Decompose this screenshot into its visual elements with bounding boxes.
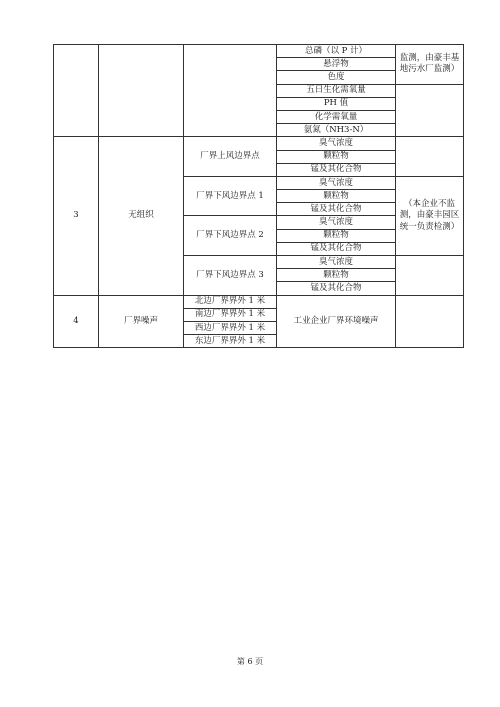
monitoring-point: 南边厂界界外 1 米 [184,308,277,321]
cell-no-empty [54,45,99,137]
monitoring-point: 厂界下风边界点 1 [184,176,277,216]
parameter-cell: 臭气浓度 [277,137,396,150]
remark-cell: （本企业不监测，由豪丰园区统一负责检测） [396,176,464,255]
parameter-cell: 颗粒物 [277,229,396,242]
table-row [54,45,464,58]
parameter-cell: 臭气浓度 [277,176,396,189]
cell-category-empty [99,45,184,137]
monitoring-point: 厂界下风边界点 3 [184,256,277,296]
parameter-cell: 锰及其化合物 [277,203,396,216]
parameter-cell: 臭气浓度 [277,256,396,269]
remark-cell-empty [396,137,464,177]
monitoring-point: 厂界下风边界点 2 [184,216,277,256]
parameter-cell: 锰及其化合物 [277,242,396,255]
parameter-cell: 悬浮物 [277,58,396,71]
page-number: 第 6 页 [236,657,264,666]
monitoring-point: 东边厂界界外 1 米 [184,335,277,348]
parameter-cell: 颗粒物 [277,190,396,203]
parameter-cell: 五日生化需氧量 [277,84,396,97]
parameter-cell: 总磷（以 P 计） [277,45,396,58]
remark-cell: 监测，由豪丰基地污水厂监测） [396,45,464,85]
table-row [54,295,464,308]
monitoring-point: 厂界上风边界点 [184,137,277,177]
row-number: 4 [54,295,99,348]
parameter-cell: 色度 [277,71,396,84]
cell-point-empty [184,45,277,137]
parameter-cell: 锰及其化合物 [277,282,396,295]
monitoring-point: 北边厂界界外 1 米 [184,295,277,308]
remark-cell-empty [396,295,464,348]
row-category: 无组织 [99,137,184,295]
monitoring-table [53,44,464,348]
row-number: 3 [54,137,99,295]
parameter-cell: 化学需氧量 [277,110,396,123]
parameter-cell: 颗粒物 [277,150,396,163]
monitoring-point: 西边厂界界外 1 米 [184,321,277,334]
parameter-cell: PH 值 [277,97,396,110]
remark-cell-empty [396,84,464,137]
parameter-cell: 氨氮（NH3-N） [277,124,396,137]
parameter-cell: 臭气浓度 [277,216,396,229]
remark-cell-empty [396,256,464,296]
parameter-cell: 工业企业厂界环境噪声 [277,295,396,348]
table-row [54,137,464,150]
row-category: 厂界噪声 [99,295,184,348]
parameter-cell: 颗粒物 [277,269,396,282]
parameter-cell: 锰及其化合物 [277,163,396,176]
